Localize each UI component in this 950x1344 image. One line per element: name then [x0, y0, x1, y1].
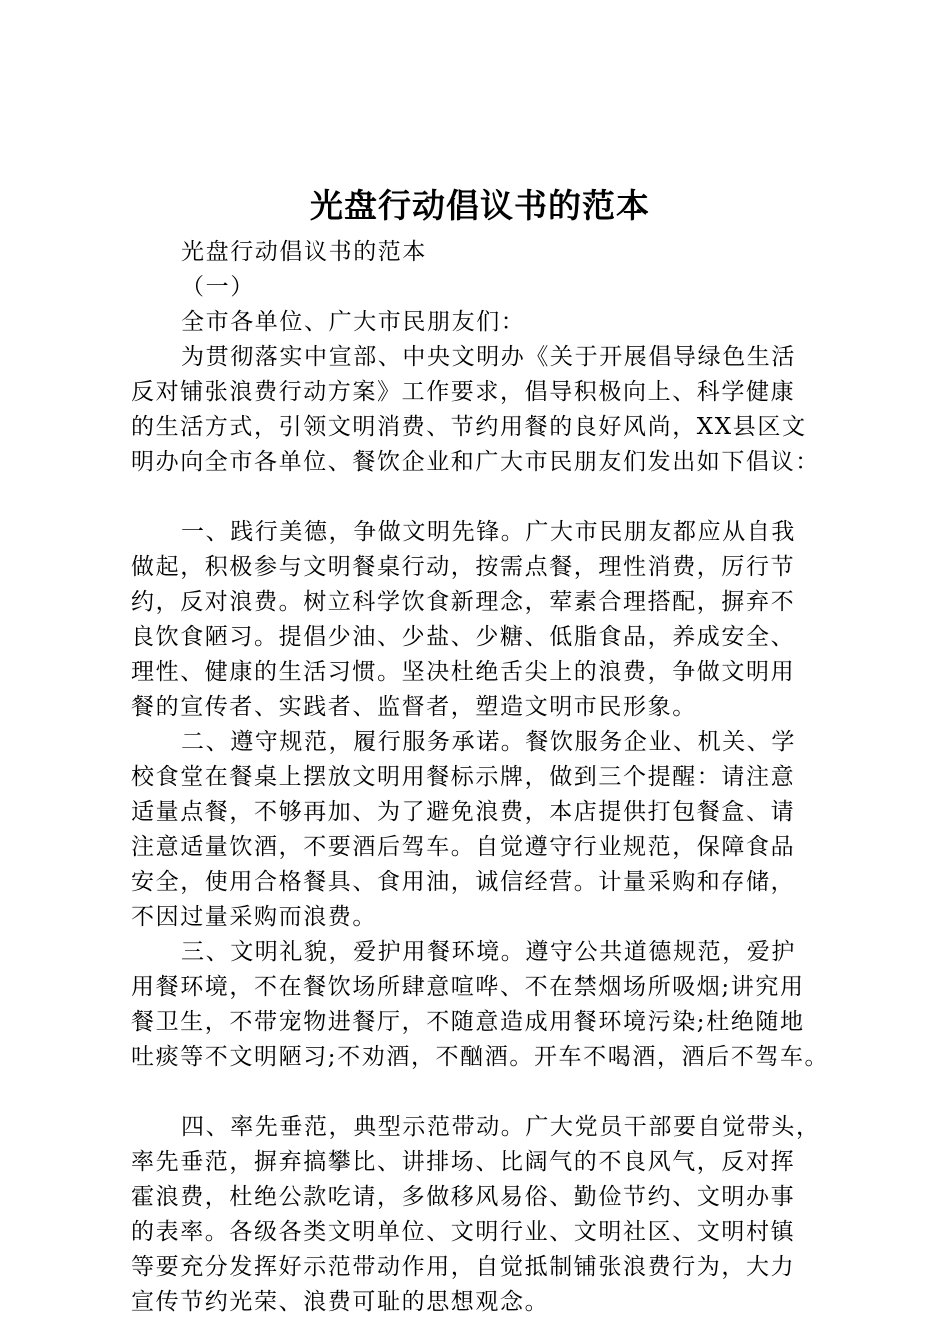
paragraph-line: 的表率。各级各类文明单位、文明行业、文明社区、文明村镇	[131, 1219, 796, 1245]
paragraph-line: 率先垂范，摒弃搞攀比、讲排场、比阔气的不良风气，反对挥	[131, 1149, 796, 1175]
paragraph-line: 宣传节约光荣、浪费可耻的思想观念。	[131, 1289, 550, 1315]
paragraph-line: 四、率先垂范，典型示范带动。广大党员干部要自觉带头，	[181, 1114, 821, 1140]
paragraph-1	[131, 515, 851, 725]
document-title: 光盘行动倡议书的范本	[310, 186, 650, 225]
paragraph-4	[131, 1110, 851, 1320]
paragraph-line: 良饮食陋习。提倡少油、少盐、少糖、低脂食品，养成安全、	[131, 624, 796, 650]
paragraph-2	[131, 725, 851, 935]
document-body	[131, 235, 851, 1320]
paragraph-line: 明办向全市各单位、餐饮企业和广大市民朋友们发出如下倡议：	[131, 449, 820, 475]
paragraph-line: 霍浪费，杜绝公款吃请，多做移风易俗、勤俭节约、文明办事	[131, 1184, 796, 1210]
paragraph-line: 注意适量饮酒，不要酒后驾车。自觉遵守行业规范，保障食品	[131, 834, 796, 860]
paragraph-line: 三、文明礼貌，爱护用餐环境。遵守公共道德规范，爱护	[181, 939, 796, 965]
paragraph-line: 理性、健康的生活习惯。坚决杜绝舌尖上的浪费，争做文明用	[131, 659, 796, 685]
intro-paragraph	[131, 340, 851, 480]
blank-line	[131, 480, 851, 515]
paragraph-line: 安全，使用合格餐具、食用油，诚信经营。计量采购和存储，	[131, 869, 796, 895]
paragraph-line: 做起，积极参与文明餐桌行动，按需点餐，理性消费，厉行节	[131, 554, 796, 580]
document-subtitle: 光盘行动倡议书的范本	[181, 239, 427, 265]
paragraph-line: 反对铺张浪费行动方案》工作要求，倡导积极向上、科学健康	[131, 379, 796, 405]
paragraph-line: 一、践行美德，争做文明先锋。广大市民朋友都应从自我	[181, 519, 796, 545]
paragraph-line: 餐的宣传者、实践者、监督者，塑造文明市民形象。	[131, 694, 697, 720]
paragraph-line: 约，反对浪费。树立科学饮食新理念，荤素合理搭配，摒弃不	[131, 589, 796, 615]
salutation: 全市各单位、广大市民朋友们：	[181, 309, 526, 335]
paragraph-line: 餐卫生，不带宠物进餐厅，不随意造成用餐环境污染;杜绝随地	[131, 1009, 805, 1035]
paragraph-line: 适量点餐，不够再加、为了避免浪费，本店提供打包餐盒、请	[131, 799, 796, 825]
paragraph-line: 校食堂在餐桌上摆放文明用餐标示牌，做到三个提醒：请注意	[131, 764, 796, 790]
paragraph-3	[131, 935, 851, 1075]
paragraph-line: 的生活方式，引领文明消费、节约用餐的良好风尚，XX县区文	[131, 414, 807, 440]
paragraph-line: 吐痰等不文明陋习;不劝酒，不酗酒。开车不喝酒，酒后不驾车。	[131, 1044, 830, 1070]
paragraph-line: 二、遵守规范，履行服务承诺。餐饮服务企业、机关、学	[181, 729, 796, 755]
paragraph-line: 用餐环境，不在餐饮场所肆意喧哗、不在禁烟场所吸烟;讲究用	[131, 974, 805, 1000]
section-mark: （一）	[181, 274, 255, 300]
paragraph-line: 不因过量采购而浪费。	[131, 904, 377, 930]
paragraph-line: 为贯彻落实中宣部、中央文明办《关于开展倡导绿色生活	[181, 344, 796, 370]
blank-line	[131, 1075, 851, 1110]
paragraph-line: 等要充分发挥好示范带动作用，自觉抵制铺张浪费行为，大力	[131, 1254, 796, 1280]
